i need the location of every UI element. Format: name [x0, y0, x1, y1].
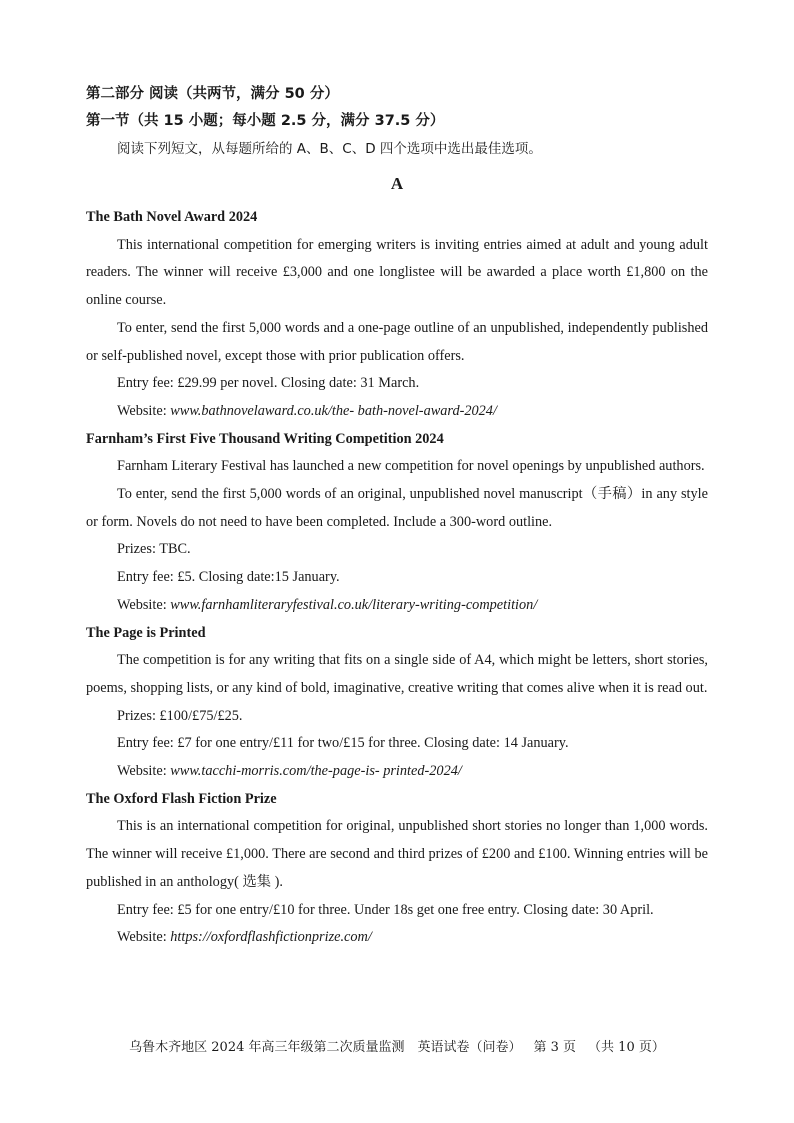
competition-paragraph: This international competition for emerging writers is inviting entries aimed at adult and young adult readers. The winner will receive £3,000 and one longlistee will be awarded a place worth £1,800 on the online course. [86, 236, 708, 309]
entry-fee: Entry fee: £7 for one entry/£11 for two/£15 for three. Closing date: 14 January. [117, 735, 569, 752]
website-line [86, 924, 708, 952]
competition-paragraph: To enter, send the first 5,000 words and a one-page outline of an unpublished, independently published or self-published novel, except those with prior publication offers. [86, 319, 708, 364]
passage-body [86, 204, 708, 952]
competition-title-page-printed: The Page is Printed [86, 624, 206, 641]
entry-fee: Entry fee: £5 for one entry/£10 for three. Under 18s get one free entry. Closing date: 30 April. [117, 901, 654, 918]
passage-letter: A [390, 174, 404, 193]
page-footer [0, 1038, 794, 1058]
page-total: （共 10 页） [588, 1040, 665, 1055]
prizes: Prizes: TBC. [117, 541, 191, 558]
competition-title-farnham: Farnham’s First Five Thousand Writing Competition 2024 [86, 430, 444, 447]
website-link[interactable]: www.tacchi-morris.com/the-page-is- printed-2024/ [170, 763, 462, 780]
reading-instruction: 阅读下列短文，从每题所给的 A、B、C、D 四个选项中选出最佳选项。 [117, 141, 542, 157]
prizes: Prizes: £100/£75/£25. [117, 707, 243, 724]
website-label: Website: [117, 763, 171, 780]
entry-fee: Entry fee: £5. Closing date:15 January. [117, 569, 340, 586]
website-link[interactable]: www.farnhamliteraryfestival.co.uk/literary-writing-competition/ [170, 596, 538, 613]
section-title: 第一节（共 15 小题；每小题 2.5 分，满分 37.5 分） [86, 113, 445, 129]
competition-paragraph: To enter, send the first 5,000 words of an original, unpublished novel manuscript（手稿）in any style or form. Novels do not need to have been completed. Include a 300-word outline. [86, 486, 708, 530]
competition-title-oxford: The Oxford Flash Fiction Prize [86, 790, 277, 807]
website-line [86, 592, 708, 620]
competition-title-bath: The Bath Novel Award 2024 [86, 209, 258, 225]
website-link[interactable]: https://oxfordflashfictionprize.com/ [170, 929, 372, 946]
competition-paragraph: This is an international competition for original, unpublished short stories no longer than 1,000 words. The winner will receive £1,000. There are second and third prizes of £200 and £100. Winning entries will be published in an anthology( 选集 ). [86, 818, 708, 890]
competition-paragraph: The competition is for any writing that fits on a single side of A4, which might be letters, short stories, poems, shopping lists, or any kind of bold, imaginative, creative writing that comes alive when it is read out. [86, 652, 708, 696]
website-label: Website: [117, 596, 171, 613]
website-label: Website: [117, 402, 171, 419]
website-link[interactable]: www.bathnovelaward.co.uk/the- bath-novel-award-2024/ [170, 402, 497, 419]
website-line [86, 398, 708, 426]
competition-paragraph: Farnham Literary Festival has launched a new competition for novel openings by unpublished authors. [117, 458, 705, 475]
page-number: 第 3 页 [533, 1040, 577, 1055]
entry-fee: Entry fee: £29.99 per novel. Closing date: 31 March. [117, 375, 420, 392]
exam-name: 乌鲁木齐地区 2024 年高三年级第二次质量监测 英语试卷（问卷） [129, 1040, 522, 1055]
website-label: Website: [117, 929, 171, 946]
part-title: 第二部分 阅读（共两节，满分 50 分） [86, 86, 339, 102]
website-line [86, 758, 708, 786]
